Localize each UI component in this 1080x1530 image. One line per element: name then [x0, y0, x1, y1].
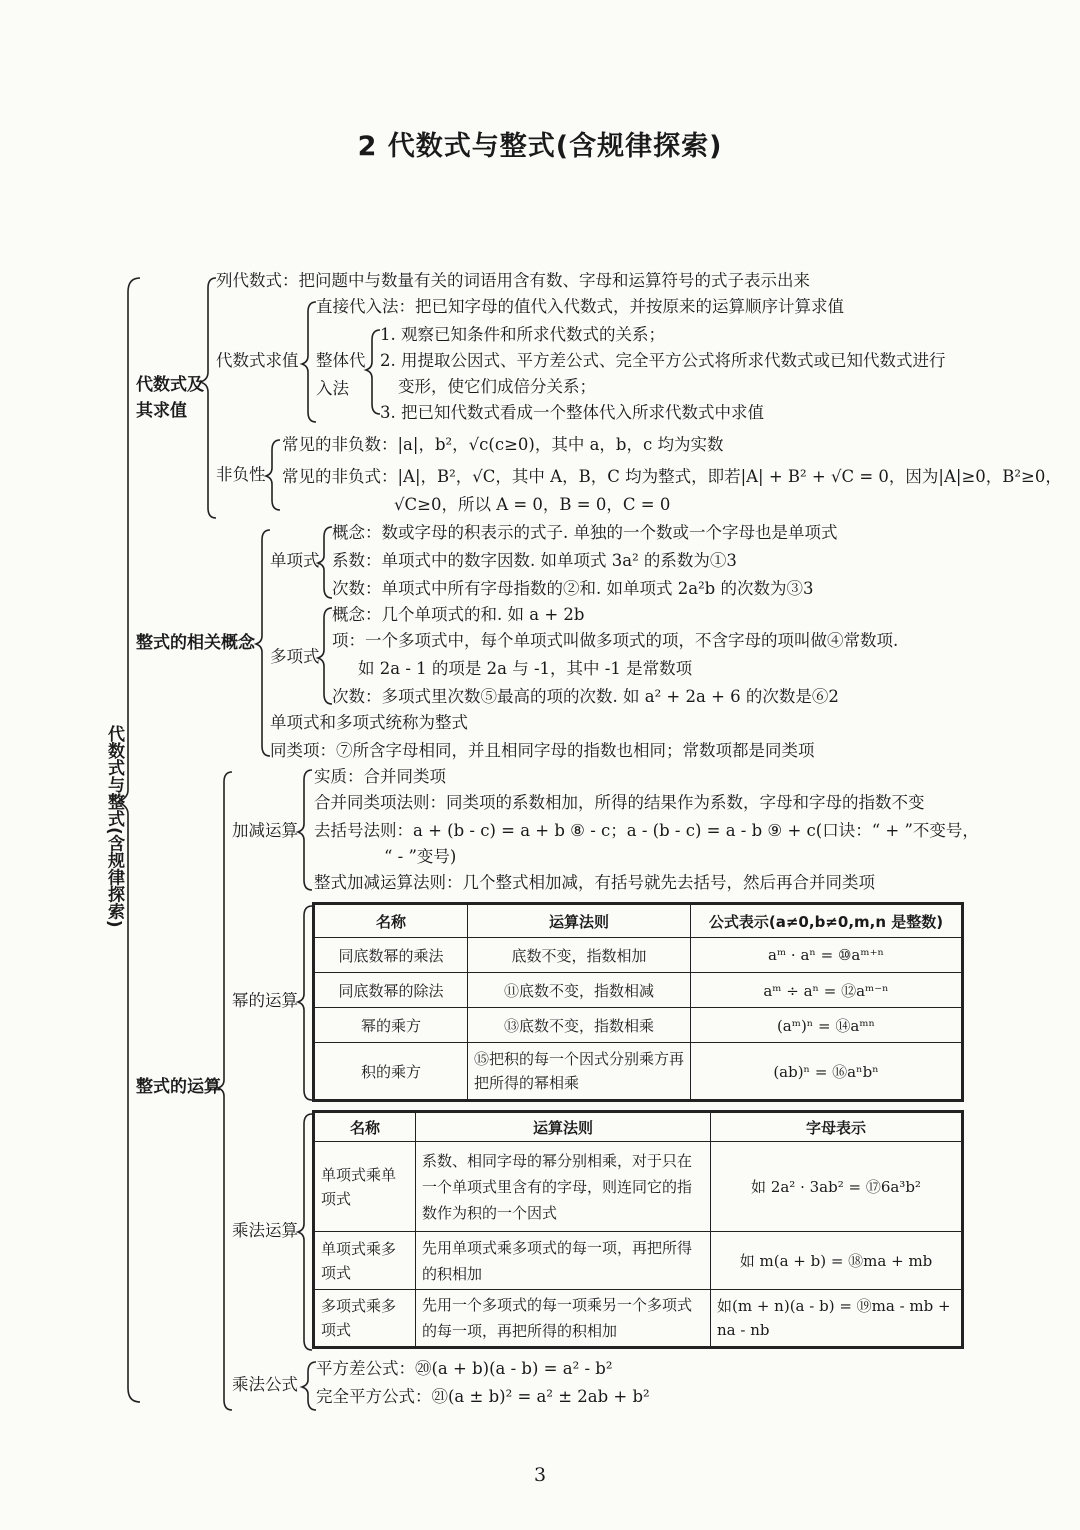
feifu-line-3: √C≥0，所以 A = 0，B = 0，C = 0: [394, 495, 671, 514]
power-cell: ⑪底数不变，指数相减: [468, 973, 691, 1008]
danxiang-label: 单项式: [270, 551, 320, 570]
power-cell: 同底数幂的乘法: [314, 938, 468, 973]
section-label-s3: 整式的运算: [136, 1077, 221, 1097]
page-number: 3: [533, 1464, 547, 1486]
power-cell: (aᵐ)ⁿ = ⑭aᵐⁿ: [691, 1008, 963, 1043]
power-cell: ⑮把积的每一个因式分别乘方再把所得的幂相乘: [468, 1043, 691, 1101]
mult-header-name: 名称: [314, 1112, 416, 1142]
gongshi-brace: [302, 1362, 316, 1410]
zhengti-brace: [366, 330, 380, 414]
power-cell: 积的乘方: [314, 1043, 468, 1101]
zhengti-label-a: 整体代: [316, 351, 366, 370]
mult-cell: 先用一个多项式的每一项乘另一个多项式的每一项，再把所得的积相加: [416, 1290, 711, 1348]
danxiang-concept: 概念：数或字母的积表示的式子. 单独的一个数或一个字母也是单项式: [332, 523, 838, 542]
zhengti-step-2b: 变形，使它们成倍分关系；: [398, 377, 596, 396]
duoxiang-label: 多项式: [270, 647, 320, 666]
qukuohao-rule-b: “ - ”变号): [384, 847, 457, 866]
mult-cell: 先用单项式乘多项式的每一项，再把所得的积相加: [416, 1232, 711, 1290]
power-cell: (ab)ⁿ = ⑯aⁿbⁿ: [691, 1043, 963, 1101]
danxiang-degree: 次数：单项式中所有字母指数的②和. 如单项式 2a²b 的次数为③3: [332, 579, 814, 598]
section-label-s1: 代数式及其求值: [136, 375, 204, 421]
zhijie-text: 直接代入法：把已知字母的值代入代数式，并按原来的运算顺序计算求值: [316, 297, 844, 316]
zhengti-step-3: 3. 把已知代数式看成一个整体代入所求代数式中求值: [380, 403, 764, 422]
qiuzhi-brace: [302, 302, 316, 422]
power-cell: 幂的乘方: [314, 1008, 468, 1043]
s2-brace: [256, 530, 270, 756]
power-cell: ⑬底数不变，指数相乘: [468, 1008, 691, 1043]
mult-cell: 如 m(a + b) = ⑱ma + mb: [711, 1232, 963, 1290]
table-row: [314, 1008, 963, 1043]
feifu-label: 非负性: [216, 465, 266, 484]
danxiang-coefficient: 系数：单项式中的数字因数. 如单项式 3a² 的系数为①3: [332, 551, 737, 570]
duoxiang-brace: [318, 608, 332, 704]
qukuohao-rule: 去括号法则：a + (b - c) = a + b ⑧ - c；a - (b - c) = a - b ⑨ + c(口诀：“ + ”不变号，: [314, 821, 979, 840]
mult-header-formula: 字母表示: [711, 1112, 963, 1142]
cheng-label: 乘法运算: [232, 1221, 298, 1240]
mult-header-rule: 运算法则: [416, 1112, 711, 1142]
mult-cell: 单项式乘多项式: [314, 1232, 416, 1290]
zhengshi-definition: 单项式和多项式统称为整式: [270, 713, 468, 732]
power-cell: 底数不变，指数相加: [468, 938, 691, 973]
wanquanpingfang-formula: 完全平方公式：㉑(a ± b)² = a² ± 2ab + b²: [316, 1387, 650, 1406]
danxiang-brace: [318, 527, 332, 598]
table-row: [314, 1290, 963, 1348]
qiuzhi-label: 代数式求值: [216, 351, 299, 370]
table-row: [314, 1142, 963, 1232]
mult-table: [312, 1110, 964, 1349]
hebing-rule: 合并同类项法则：同类项的系数相加，所得的结果作为系数，字母和字母的指数不变: [314, 793, 925, 812]
mult-cell: 多项式乘多项式: [314, 1290, 416, 1348]
feifu-line-2: 常见的非负式：|A|，B²，√C，其中 A，B，C 均为整式，即若|A| + B² + √C = 0，因为|A|≥0，B²≥0，: [282, 467, 1062, 486]
mult-cell: 如 2a² · 3ab² = ⑰6a³b²: [711, 1142, 963, 1232]
zhengti-label-b: 入法: [316, 379, 349, 398]
jiajian-essence: 实质：合并同类项: [314, 767, 446, 786]
table-row: [314, 938, 963, 973]
duoxiang-degree: 次数：多项式里次数⑤最高的项的次数. 如 a² + 2a + 6 的次数是⑥2: [332, 687, 839, 706]
zhengti-step-2: 2. 用提取公因式、平方差公式、完全平方公式将所求代数式或已知代数式进行: [380, 351, 946, 370]
section-label-s2: 整式的相关概念: [136, 633, 255, 653]
zhengti-step-1: 1. 观察已知条件和所求代数式的关系；: [380, 325, 665, 344]
table-row: [314, 1043, 963, 1101]
pingfangcha-formula: 平方差公式：⑳(a + b)(a - b) = a² - b²: [316, 1359, 613, 1378]
mi-brace: [298, 906, 312, 1100]
tonglei-text: 同类项：⑦所含字母相同，并且相同字母的指数也相同；常数项都是同类项: [270, 741, 815, 760]
duoxiang-term-example: 如 2a - 1 的项是 2a 与 -1，其中 -1 是常数项: [358, 659, 693, 678]
jiajian-brace: [298, 770, 312, 890]
power-table: [312, 902, 964, 1102]
feifu-brace: [266, 440, 280, 510]
table-row: [314, 1232, 963, 1290]
power-cell: 同底数幂的除法: [314, 973, 468, 1008]
mult-cell: 单项式乘单项式: [314, 1142, 416, 1232]
power-cell: aᵐ ÷ aⁿ = ⑫aᵐ⁻ⁿ: [691, 973, 963, 1008]
power-cell: aᵐ · aⁿ = ⑩aᵐ⁺ⁿ: [691, 938, 963, 973]
page-title: 2 代数式与整式(含规律探索): [357, 131, 723, 162]
mult-cell: 如(m + n)(a - b) = ⑲ma - mb + na - nb: [711, 1290, 963, 1348]
duoxiang-term: 项：一个多项式中，每个单项式叫做多项式的项，不含字母的项叫做④常数项.: [332, 631, 899, 650]
jiajian-rule: 整式加减运算法则：几个整式相加减，有括号就先去括号，然后再合并同类项: [314, 873, 875, 892]
mult-cell: 系数、相同字母的幂分别相乘，对于只在一个单项式里含有的字母，则连同它的指数作为积的一个因式: [416, 1142, 711, 1232]
jiajian-label: 加减运算: [232, 821, 298, 840]
mi-label: 幂的运算: [232, 991, 298, 1010]
table-row: [314, 973, 963, 1008]
power-header-name: 名称: [314, 904, 468, 938]
power-header-formula: 公式表示(a≠0,b≠0,m,n 是整数): [691, 904, 963, 938]
lie-daishu-text: 列代数式：把问题中与数量有关的词语用含有数、字母和运算符号的式子表示出来: [216, 271, 810, 290]
vertical-title: 代数式与整式(含规律探索): [104, 725, 124, 928]
cheng-brace: [298, 1114, 312, 1350]
power-header-rule: 运算法则: [468, 904, 691, 938]
gongshi-label: 乘法公式: [232, 1375, 298, 1394]
duoxiang-concept: 概念：几个单项式的和. 如 a + 2b: [332, 605, 585, 624]
feifu-line-1: 常见的非负数：|a|，b²，√c(c≥0)，其中 a，b，c 均为实数: [282, 435, 724, 454]
